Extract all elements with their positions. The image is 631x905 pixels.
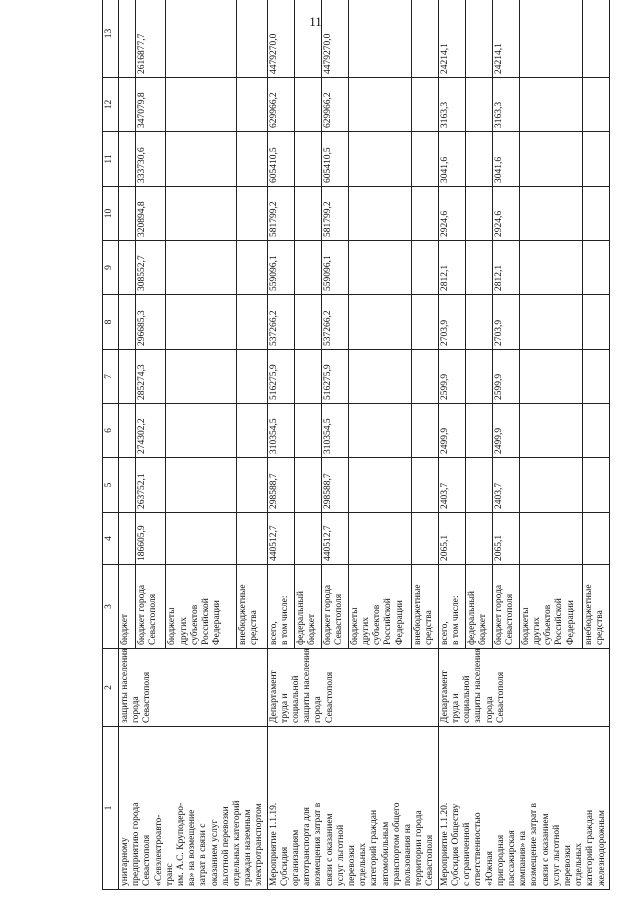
- measure-cell-line: категорий граждан: [585, 809, 596, 886]
- measure-cell-line: автотранспорта для: [302, 807, 313, 886]
- measure-cell: [267, 727, 438, 890]
- funding-source-cell-line: бюджет: [120, 613, 130, 645]
- page-number: 11: [309, 14, 322, 29]
- funding-source-cell-line: Севастополя: [333, 593, 344, 645]
- amount-cell: [465, 404, 492, 458]
- measure-cell-line: Субсидия: [279, 846, 290, 886]
- amount-cell: [519, 295, 582, 350]
- executor-cell-line: защиты населения: [302, 648, 313, 723]
- funding-source-cell-line: Севастополя: [148, 593, 159, 645]
- amount-cell: [411, 132, 438, 187]
- column-number: 7: [103, 350, 119, 404]
- funding-source-cell-line: Федерации: [565, 600, 576, 645]
- measure-cell-line: отдельных: [358, 843, 369, 886]
- amount-cell: [166, 458, 237, 513]
- amount-cell: 24214,1: [438, 0, 465, 78]
- measure-cell-line: «Севэлектроавто-: [153, 814, 164, 886]
- column-number: 6: [103, 404, 119, 458]
- funding-source-cell-line: внебюджетные: [583, 584, 594, 645]
- executor-cell-line: Севастополя: [324, 671, 335, 723]
- amount-cell: [519, 458, 582, 513]
- amount-cell: [237, 458, 267, 513]
- funding-source-cell-line: Севастополя: [504, 593, 515, 645]
- amount-cell: 3041,6: [492, 132, 519, 187]
- amount-cell: [519, 350, 582, 404]
- executor-cell-line: Департамент: [268, 670, 279, 723]
- amount-cell: 2703,9: [492, 295, 519, 350]
- amount-cell: 298588,7: [267, 458, 294, 513]
- funding-source-cell-line: Российской: [554, 598, 565, 645]
- funding-source-cell-line: Российской: [383, 598, 394, 645]
- amount-cell: [166, 241, 237, 295]
- amount-cell: [237, 241, 267, 295]
- amount-cell: [166, 513, 237, 565]
- funding-source-cell-line: бюджет города: [493, 584, 504, 645]
- funding-source-cell: [166, 565, 237, 649]
- amount-cell: 537266,2: [321, 295, 348, 350]
- amount-cell: [411, 78, 438, 132]
- amount-cell: [119, 0, 136, 78]
- amount-cell: [582, 295, 609, 350]
- amount-cell: [465, 350, 492, 404]
- table-row: [267, 0, 294, 890]
- funding-source-cell: [438, 565, 465, 649]
- funding-source-cell-line: в том числе:: [279, 595, 290, 645]
- funding-source-cell-line: других: [532, 617, 543, 645]
- amount-cell: [465, 132, 492, 187]
- amount-cell: 2812,1: [492, 241, 519, 295]
- measure-cell-line: категорий граждан: [369, 809, 380, 886]
- amount-cell: [582, 458, 609, 513]
- amount-cell: 320894,8: [136, 187, 166, 241]
- amount-cell: [237, 78, 267, 132]
- amount-cell: 3041,6: [438, 132, 465, 187]
- amount-cell: [348, 132, 411, 187]
- measure-cell-line: «Южная: [484, 851, 495, 886]
- amount-cell: 308552,7: [136, 241, 166, 295]
- amount-cell: [294, 458, 321, 513]
- measure-cell-line: пользования на: [403, 823, 414, 886]
- amount-cell: 516275,9: [267, 350, 294, 404]
- amount-cell: [119, 513, 136, 565]
- executor-cell-line: социальной: [291, 675, 302, 723]
- amount-cell: 2403,7: [438, 458, 465, 513]
- measure-cell-line: им. А.С. Круподеро-: [176, 802, 187, 886]
- amount-cell: [582, 78, 609, 132]
- funding-source-cell-line: Федерации: [394, 600, 405, 645]
- amount-cell: [294, 513, 321, 565]
- executor-cell: [267, 649, 438, 727]
- funding-source-cell: [582, 565, 609, 649]
- amount-cell: [348, 78, 411, 132]
- amount-cell: 2924,6: [438, 187, 465, 241]
- amount-cell: 2616877,7: [136, 0, 166, 78]
- amount-cell: [119, 350, 136, 404]
- amount-cell: [119, 458, 136, 513]
- measure-cell-line: возмещения затрат в: [313, 802, 324, 886]
- amount-cell: [465, 187, 492, 241]
- measure-cell-line: электротранспортом: [254, 803, 265, 886]
- amount-cell: [465, 513, 492, 565]
- column-number: 2: [103, 649, 119, 727]
- amount-cell: 2599,9: [492, 350, 519, 404]
- funding-source-cell-line: всего,: [439, 621, 450, 645]
- executor-cell-line: труда и: [450, 693, 461, 723]
- measure-cell-line: затрат в связи с: [198, 823, 209, 886]
- measure-cell-line: возмещение затрат в: [529, 802, 540, 886]
- funding-source-cell-line: других: [178, 617, 189, 645]
- amount-cell: [411, 513, 438, 565]
- amount-cell: [294, 78, 321, 132]
- rotated-page-content: [102, 28, 607, 890]
- amount-cell: [519, 132, 582, 187]
- amount-cell: [582, 404, 609, 458]
- amount-cell: 3163,3: [438, 78, 465, 132]
- funding-source-cell: [119, 565, 136, 649]
- amount-cell: 2499,9: [438, 404, 465, 458]
- amount-cell: 2499,9: [492, 404, 519, 458]
- executor-cell-line: труда и: [279, 693, 290, 723]
- column-number: 4: [103, 513, 119, 565]
- measure-cell-line: связи с оказанием: [324, 813, 335, 886]
- funding-source-cell-line: всего,: [268, 621, 279, 645]
- funding-source-cell: [294, 565, 321, 649]
- amount-cell: [237, 0, 267, 78]
- funding-source-cell-line: бюджет города: [137, 584, 148, 645]
- table-row: [438, 0, 465, 890]
- amount-cell: [411, 295, 438, 350]
- amount-cell: [411, 0, 438, 78]
- amount-cell: 440512,7: [321, 513, 348, 565]
- amount-cell: 559096,1: [267, 241, 294, 295]
- amount-cell: 310354,5: [267, 404, 294, 458]
- executor-cell-line: города: [131, 696, 142, 723]
- amount-cell: [166, 350, 237, 404]
- amount-cell: [166, 0, 237, 78]
- amount-cell: 581799,2: [321, 187, 348, 241]
- measure-cell-line: транс: [164, 863, 175, 886]
- amount-cell: [237, 187, 267, 241]
- column-number: 12: [103, 78, 119, 132]
- column-number: 8: [103, 295, 119, 350]
- measure-cell-line: граждан наземным: [243, 809, 254, 886]
- funding-source-cell-line: бюджеты: [520, 607, 531, 645]
- amount-cell: [294, 295, 321, 350]
- funding-source-cell: [519, 565, 582, 649]
- funding-source-cell-line: бюджет: [477, 613, 488, 645]
- amount-cell: [411, 187, 438, 241]
- measure-cell: [438, 727, 609, 890]
- amount-cell: 559096,1: [321, 241, 348, 295]
- amount-cell: 4479270,0: [267, 0, 294, 78]
- funding-source-cell: [465, 565, 492, 649]
- amount-cell: 516275,9: [321, 350, 348, 404]
- measure-cell-line: с ограниченной: [462, 822, 473, 886]
- amount-cell: [465, 78, 492, 132]
- amount-cell: [348, 0, 411, 78]
- funding-source-cell-line: федеральный: [466, 591, 477, 645]
- amount-cell: 440512,7: [267, 513, 294, 565]
- amount-cell: [348, 458, 411, 513]
- measure-cell-line: территории города: [414, 810, 425, 886]
- amount-cell: [582, 350, 609, 404]
- amount-cell: 2703,9: [438, 295, 465, 350]
- amount-cell: [119, 295, 136, 350]
- column-number: 9: [103, 241, 119, 295]
- amount-cell: 310354,5: [321, 404, 348, 458]
- amount-cell: [294, 187, 321, 241]
- amount-cell: 4479270,0: [321, 0, 348, 78]
- amount-cell: [348, 295, 411, 350]
- amount-cell: 605410,5: [321, 132, 348, 187]
- amount-cell: [119, 78, 136, 132]
- amount-cell: [582, 513, 609, 565]
- amount-cell: [119, 404, 136, 458]
- amount-cell: [465, 295, 492, 350]
- measure-cell-line: пригородная: [495, 834, 506, 886]
- executor-cell-line: Департамент: [439, 670, 450, 723]
- amount-cell: [237, 295, 267, 350]
- amount-cell: 629966,2: [321, 78, 348, 132]
- amount-cell: 263752,1: [136, 458, 166, 513]
- measure-cell-line: Севастополя: [142, 834, 153, 886]
- amount-cell: [411, 350, 438, 404]
- measure-cell-line: Мероприятие 1.1.20.: [439, 802, 450, 886]
- measure-cell-line: отдельных: [574, 843, 585, 886]
- amount-cell: 333730,6: [136, 132, 166, 187]
- amount-cell: 347079,8: [136, 78, 166, 132]
- executor-cell: [119, 649, 268, 727]
- amount-cell: [348, 241, 411, 295]
- funding-source-cell-line: средства: [249, 610, 260, 645]
- amount-cell: [166, 295, 237, 350]
- table-viewport: [102, 28, 607, 890]
- column-number: 13: [103, 0, 119, 78]
- executor-cell-line: города: [313, 696, 324, 723]
- amount-cell: 296685,3: [136, 295, 166, 350]
- executor-cell-line: Севастополя: [495, 671, 506, 723]
- measure-cell-line: льготной перевозки: [220, 806, 231, 886]
- measure-cell-line: унитарному: [120, 837, 130, 886]
- amount-cell: [348, 187, 411, 241]
- amount-cell: [166, 132, 237, 187]
- measure-cell-line: автомобильным: [380, 821, 391, 886]
- amount-cell: [348, 513, 411, 565]
- amount-cell: [465, 458, 492, 513]
- amount-cell: [119, 241, 136, 295]
- column-number: 1: [103, 727, 119, 890]
- measure-cell-line: организациям: [291, 829, 302, 886]
- funding-source-cell-line: средства: [594, 610, 605, 645]
- amount-cell: [294, 350, 321, 404]
- column-number: 3: [103, 565, 119, 649]
- amount-cell: 2065,1: [492, 513, 519, 565]
- funding-source-cell-line: внебюджетные: [238, 584, 249, 645]
- amount-cell: 605410,5: [267, 132, 294, 187]
- amount-cell: 24214,1: [492, 0, 519, 78]
- amount-cell: [582, 187, 609, 241]
- amount-cell: 2599,9: [438, 350, 465, 404]
- column-number: 5: [103, 458, 119, 513]
- amount-cell: [119, 132, 136, 187]
- funding-source-cell-line: в том числе:: [450, 595, 461, 645]
- amount-cell: [411, 404, 438, 458]
- amount-cell: 581799,2: [267, 187, 294, 241]
- amount-cell: [519, 513, 582, 565]
- amount-cell: 537266,2: [267, 295, 294, 350]
- amount-cell: [237, 132, 267, 187]
- amount-cell: [166, 187, 237, 241]
- funding-table: [102, 0, 610, 890]
- amount-cell: 3163,3: [492, 78, 519, 132]
- funding-source-cell-line: бюджеты: [349, 607, 360, 645]
- measure-cell-line: оказанием услуг: [209, 819, 220, 886]
- amount-cell: [294, 132, 321, 187]
- funding-source-cell-line: внебюджетные: [412, 584, 423, 645]
- amount-cell: [166, 78, 237, 132]
- amount-cell: [519, 241, 582, 295]
- funding-source-cell-line: Федерации: [212, 600, 223, 645]
- amount-cell: [237, 404, 267, 458]
- measure-cell-line: ва» на возмещение: [187, 809, 198, 886]
- amount-cell: 285274,3: [136, 350, 166, 404]
- amount-cell: [237, 350, 267, 404]
- amount-cell: [119, 187, 136, 241]
- amount-cell: [519, 404, 582, 458]
- measure-cell-line: железнодорожным: [596, 810, 607, 886]
- table-body: [103, 0, 610, 890]
- amount-cell: [294, 404, 321, 458]
- funding-source-cell-line: других: [360, 617, 371, 645]
- amount-cell: [166, 404, 237, 458]
- amount-cell: [294, 0, 321, 78]
- funding-source-cell: [321, 565, 348, 649]
- amount-cell: [411, 241, 438, 295]
- funding-source-cell-line: федеральный: [295, 591, 306, 645]
- funding-source-cell: [411, 565, 438, 649]
- measure-cell-line: перевозки: [562, 845, 573, 886]
- amount-cell: 2403,7: [492, 458, 519, 513]
- amount-cell: [465, 241, 492, 295]
- funding-source-cell-line: Российской: [201, 598, 212, 645]
- funding-source-cell-line: бюджет города: [322, 584, 333, 645]
- amount-cell: 629966,2: [267, 78, 294, 132]
- amount-cell: 2065,1: [438, 513, 465, 565]
- measure-cell-line: предприятию города: [131, 802, 142, 886]
- funding-source-cell-line: субъектов: [189, 604, 200, 645]
- funding-source-cell-line: бюджет: [306, 613, 317, 645]
- executor-cell-line: города: [484, 696, 495, 723]
- funding-source-cell: [348, 565, 411, 649]
- funding-source-cell: [237, 565, 267, 649]
- funding-source-cell: [267, 565, 294, 649]
- amount-cell: 2924,6: [492, 187, 519, 241]
- executor-cell: [438, 649, 609, 727]
- executor-cell-line: защиты населения: [120, 648, 130, 723]
- amount-cell: 2812,1: [438, 241, 465, 295]
- measure-cell: [119, 727, 268, 890]
- amount-cell: [519, 187, 582, 241]
- measure-cell-line: Севастополя: [425, 834, 436, 886]
- measure-cell-line: Субсидия Обществу: [450, 803, 461, 886]
- amount-cell: [519, 78, 582, 132]
- funding-source-cell: [492, 565, 519, 649]
- measure-cell-line: услуг льготной: [551, 824, 562, 886]
- amount-cell: 274302,2: [136, 404, 166, 458]
- amount-cell: [582, 132, 609, 187]
- amount-cell: [348, 404, 411, 458]
- amount-cell: [237, 513, 267, 565]
- measure-cell-line: ответственностью: [473, 812, 484, 886]
- amount-cell: 298588,7: [321, 458, 348, 513]
- measure-cell-line: перевозки: [347, 845, 358, 886]
- amount-cell: [582, 241, 609, 295]
- column-number: 11: [103, 132, 119, 187]
- funding-source-cell-line: субъектов: [372, 604, 383, 645]
- executor-cell-line: социальной: [462, 675, 473, 723]
- funding-source-cell-line: бюджеты: [167, 607, 178, 645]
- column-number: 10: [103, 187, 119, 241]
- measure-cell-line: отдельных категорий: [232, 800, 243, 886]
- measure-cell-line: пассажирская: [506, 830, 517, 886]
- executor-cell-line: защиты населения: [473, 648, 484, 723]
- measure-cell-line: услуг льготной: [335, 824, 346, 886]
- amount-cell: [294, 241, 321, 295]
- amount-cell: [582, 0, 609, 78]
- measure-cell-line: компания» на: [518, 831, 529, 886]
- funding-source-cell: [136, 565, 166, 649]
- measure-cell-line: транспортом общего: [391, 802, 402, 886]
- executor-cell-line: Севастополя: [142, 671, 153, 723]
- amount-cell: 186605,9: [136, 513, 166, 565]
- funding-source-cell-line: средства: [423, 610, 434, 645]
- funding-source-cell-line: субъектов: [543, 604, 554, 645]
- measure-cell-line: связи с оказанием: [540, 813, 551, 886]
- header-row: [103, 0, 119, 890]
- table-row: [119, 0, 136, 890]
- measure-cell-line: Мероприятие 1.1.19.: [268, 802, 279, 886]
- amount-cell: [411, 458, 438, 513]
- amount-cell: [348, 350, 411, 404]
- amount-cell: [465, 0, 492, 78]
- amount-cell: [519, 0, 582, 78]
